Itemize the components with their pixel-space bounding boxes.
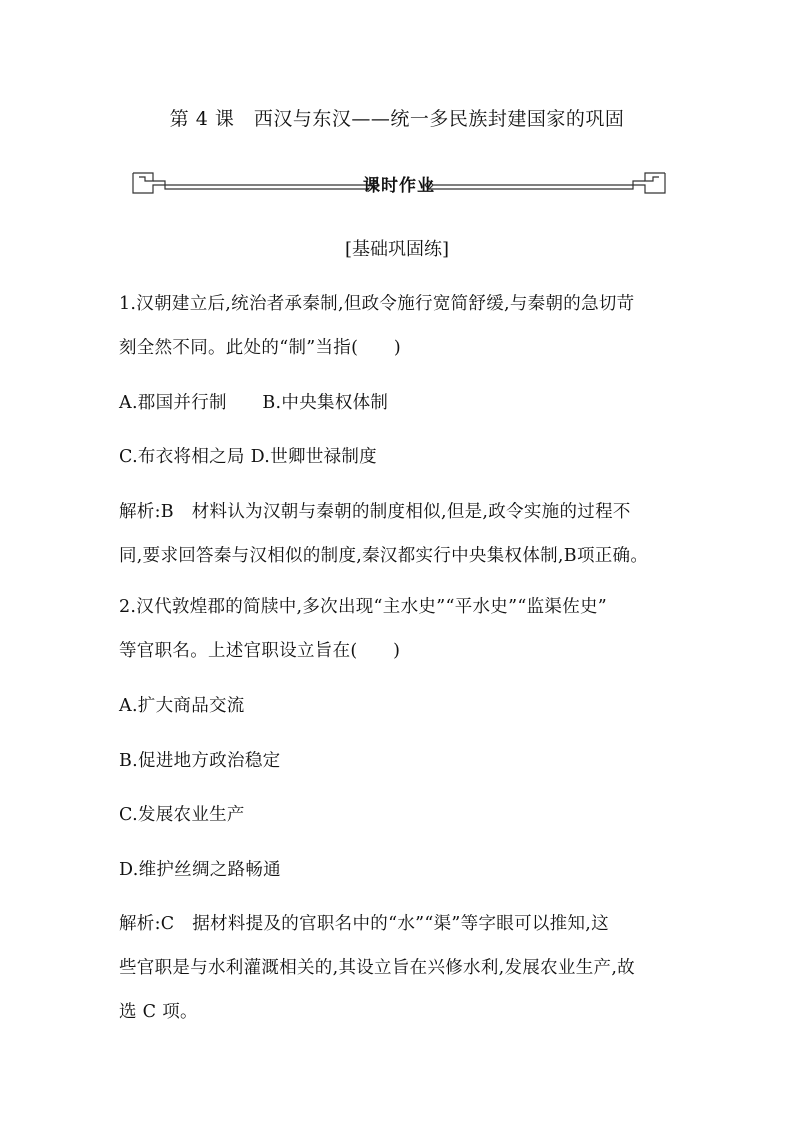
question-1-option-line-2: C.布衣将相之局 D.世卿世禄制度 [119, 447, 377, 467]
question-2-analysis-line-1: 解析:C 据材料提及的官职名中的“水”“渠”等字眼可以推知,这 [119, 914, 609, 934]
question-2-option-d: D.维护丝绸之路畅通 [119, 860, 281, 880]
question-2-option-c: C.发展农业生产 [119, 805, 245, 825]
question-2-stem-line-1: 2.汉代敦煌郡的简牍中,多次出现“主水史”“平水史”“监渠佐史” [119, 597, 608, 617]
banner-label: 课时作业 [363, 176, 435, 196]
homework-banner [131, 168, 667, 198]
lesson-title: 第 4 课 西汉与东汉——统一多民族封建国家的巩固 [169, 108, 625, 130]
question-2-stem-line-2: 等官职名。上述官职设立旨在( ) [119, 641, 401, 661]
question-1-option-line-1: A.郡国并行制 B.中央集权体制 [119, 393, 389, 413]
question-2-option-b: B.促进地方政治稳定 [119, 751, 281, 771]
question-1-stem-line-2: 刻全然不同。此处的“制”当指( ) [119, 338, 401, 358]
question-2-analysis-line-3: 选 C 项。 [119, 1002, 198, 1022]
question-2-option-a: A.扩大商品交流 [119, 696, 245, 716]
section-heading: [基础巩固练] [344, 239, 450, 260]
question-1-analysis-line-1: 解析:B 材料认为汉朝与秦朝的制度相似,但是,政令实施的过程不 [119, 502, 631, 522]
question-1-stem-line-1: 1.汉朝建立后,统治者承秦制,但政令施行宽简舒缓,与秦朝的急切苛 [119, 294, 635, 314]
question-2-analysis-line-2: 些官职是与水利灌溉相关的,其设立旨在兴修水利,发展农业生产,故 [119, 958, 635, 978]
question-1-analysis-line-2: 同,要求回答秦与汉相似的制度,秦汉都实行中央集权体制,B项正确。 [119, 546, 649, 566]
